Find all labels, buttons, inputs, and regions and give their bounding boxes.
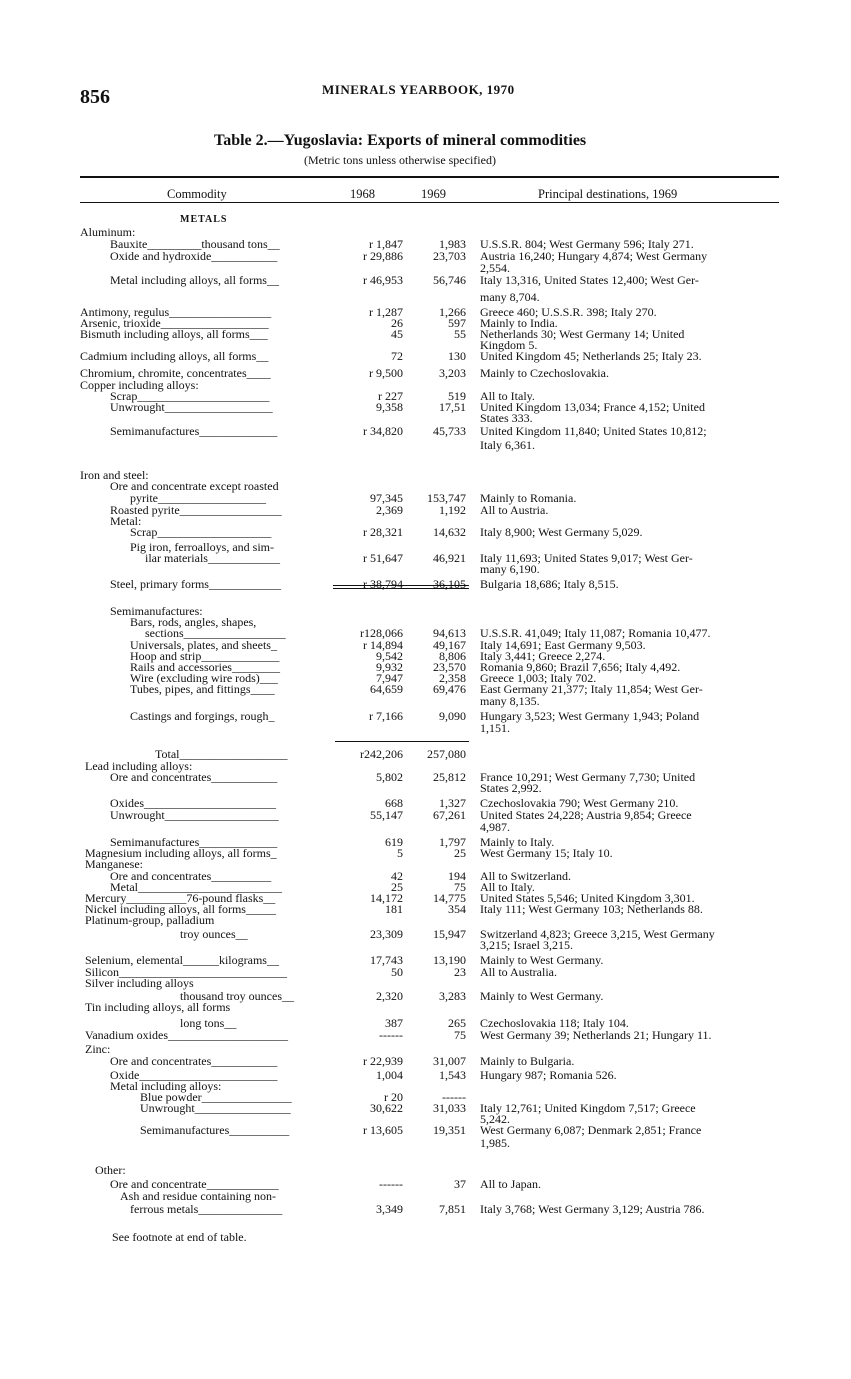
value-1968-cell: 7,947	[376, 671, 403, 685]
commodity-cell: Metal including alloys, all forms__	[110, 273, 279, 287]
commodity-cell: Semimanufactures__________	[140, 1123, 290, 1137]
destinations-cell: Mainly to West Germany.	[480, 989, 604, 1003]
commodity-cell: Manganese:	[85, 857, 143, 871]
commodity-cell: Chromium, chromite, concentrates____	[80, 366, 271, 380]
double-rule-lower	[333, 588, 469, 589]
destinations-cell: France 10,291; West Germany 7,730; United	[480, 770, 696, 784]
destinations-cell: 1,985.	[480, 1136, 510, 1150]
commodity-cell: troy ounces__	[180, 927, 248, 941]
value-1969-cell: 14,632	[433, 525, 466, 539]
commodity-cell: Ash and residue containing non-	[120, 1189, 276, 1203]
destinations-cell: Hungary 3,523; West Germany 1,943; Poland	[480, 709, 700, 723]
destinations-cell: All to Japan.	[480, 1177, 541, 1191]
destinations-cell: All to Australia.	[480, 965, 557, 979]
commodity-cell: Semimanufactures:	[110, 604, 203, 618]
value-1968-cell: 72	[391, 349, 403, 363]
commodity-cell: Iron and steel:	[80, 468, 149, 482]
destinations-cell: Bulgaria 18,686; Italy 8,515.	[480, 577, 619, 591]
value-1968-cell: r 38,794	[363, 577, 403, 591]
destinations-cell: 2,554.	[480, 261, 510, 275]
commodity-cell: Oxide and hydroxide___________	[110, 249, 278, 263]
value-1968-cell: 2,320	[376, 989, 403, 1003]
destinations-cell: Kingdom 5.	[480, 338, 538, 352]
value-1969-cell: 69,476	[433, 682, 466, 696]
value-1968-cell: r 28,321	[363, 525, 403, 539]
value-1968-cell: 25	[391, 880, 403, 894]
destinations-cell: United Kingdom 11,840; United States 10,812;	[480, 424, 707, 438]
value-1969-cell: 1,797	[439, 835, 466, 849]
column-header-1968: 1968	[350, 187, 375, 201]
value-1969-cell: 31,033	[433, 1101, 466, 1115]
value-1968-cell: 9,932	[376, 660, 403, 674]
value-1969-cell: 1,327	[439, 796, 466, 810]
value-1969-cell: 3,283	[439, 989, 466, 1003]
destinations-cell: United Kingdom 13,034; France 4,152; United	[480, 400, 705, 414]
value-1969-cell: 49,167	[433, 638, 466, 652]
commodity-cell: Metal________________________	[110, 880, 282, 894]
table-row	[80, 1030, 800, 1044]
commodity-cell: Tubes, pipes, and fittings____	[130, 682, 275, 696]
destinations-cell: Italy 12,761; United Kingdom 7,517; Greece	[480, 1101, 696, 1115]
column-header-1969: 1969	[421, 187, 446, 201]
column-header-commodity: Commodity	[167, 187, 227, 201]
destinations-cell: Greece 1,003; Italy 702.	[480, 671, 597, 685]
destinations-cell: Italy 3,768; West Germany 3,129; Austria 786.	[480, 1202, 705, 1216]
value-1969-cell: 1,983	[439, 237, 466, 251]
value-1968-cell: 9,542	[376, 649, 403, 663]
commodity-cell: Tin including alloys, all forms	[85, 1000, 231, 1014]
value-1969-cell: 7,851	[439, 1202, 466, 1216]
value-1968-cell: 23,309	[370, 927, 403, 941]
value-1968-cell: r 1,847	[369, 237, 403, 251]
table-body	[80, 227, 800, 1215]
value-1968-cell: 26	[391, 316, 403, 330]
commodity-cell: Aluminum:	[80, 225, 136, 239]
commodity-cell: Ore and concentrates__________	[110, 869, 272, 883]
destinations-cell: 5,242.	[480, 1112, 510, 1126]
destinations-cell: Hungary 987; Romania 526.	[480, 1068, 617, 1082]
value-1968-cell: 30,622	[370, 1101, 403, 1115]
value-1968-cell: 97,345	[370, 491, 403, 505]
destinations-cell: 4,987.	[480, 820, 510, 834]
commodity-cell: long tons__	[180, 1016, 237, 1030]
value-1969-cell: 46,921	[433, 551, 466, 565]
value-1969-cell: 37	[454, 1177, 466, 1191]
footnote: See footnote at end of table.	[112, 1230, 247, 1244]
commodity-cell: Unwrought__________________	[110, 400, 273, 414]
value-1968-cell: r 29,886	[363, 249, 403, 263]
value-1969-cell: 94,613	[433, 626, 466, 640]
value-1968-cell: 619	[385, 835, 403, 849]
value-1969-cell: 1,543	[439, 1068, 466, 1082]
destinations-cell: Italy 6,361.	[480, 438, 535, 452]
value-1969-cell: 130	[448, 349, 466, 363]
value-1968-cell: r 7,166	[369, 709, 403, 723]
table-row	[80, 275, 800, 292]
destinations-cell: Romania 9,860; Brazil 7,656; Italy 4,492.	[480, 660, 681, 674]
table-row	[80, 1125, 800, 1138]
commodity-cell: Hoop and strip_____________	[130, 649, 280, 663]
table-row	[80, 329, 800, 340]
commodity-cell: Silver including alloys	[85, 976, 194, 990]
destinations-cell: Czechoslovakia 118; Italy 104.	[480, 1016, 629, 1030]
value-1969-cell: 1,266	[439, 305, 466, 319]
destinations-cell: Italy 14,691; East Germany 9,503.	[480, 638, 646, 652]
commodity-cell: Metal:	[110, 514, 142, 528]
table-row	[80, 772, 800, 783]
commodity-cell: Scrap______________________	[110, 389, 270, 403]
commodity-cell: Semimanufactures_____________	[110, 424, 278, 438]
destinations-cell: West Germany 39; Netherlands 21; Hungary 11.	[480, 1028, 712, 1042]
commodity-cell: Bars, rods, angles, shapes,	[130, 615, 257, 629]
column-header-destinations: Principal destinations, 1969	[538, 187, 678, 201]
commodity-cell: Rails and accessories________	[130, 660, 280, 674]
commodity-cell: sections_________________	[145, 626, 286, 640]
value-1969-cell: 3,203	[439, 366, 466, 380]
destinations-cell: Austria 16,240; Hungary 4,874; West Germany	[480, 249, 708, 263]
value-1968-cell: 668	[385, 796, 403, 810]
table-subtitle: (Metric tons unless otherwise specified)	[304, 153, 496, 167]
commodity-cell: Semimanufactures_____________	[110, 835, 278, 849]
commodity-cell: Ore and concentrates___________	[110, 1054, 278, 1068]
value-1968-cell: r 14,894	[363, 638, 403, 652]
value-1968-cell: ------	[379, 1177, 403, 1191]
destinations-cell: Greece 460; U.S.S.R. 398; Italy 270.	[480, 305, 657, 319]
commodity-cell: Selenium, elemental______kilograms__	[85, 953, 279, 967]
destinations-cell: U.S.S.R. 41,049; Italy 11,087; Romania 10,477.	[480, 626, 711, 640]
destinations-cell: 3,215; Israel 3,215.	[480, 938, 573, 952]
value-1969-cell: 67,261	[433, 808, 466, 822]
value-1969-cell: 23,703	[433, 249, 466, 263]
table-row	[80, 553, 800, 564]
commodity-cell: Lead including alloys:	[85, 759, 193, 773]
destinations-cell: Mainly to Bulgaria.	[480, 1054, 575, 1068]
destinations-cell: United Kingdom 45; Netherlands 25; Italy 23.	[480, 349, 702, 363]
destinations-cell: Mainly to Czechoslovakia.	[480, 366, 609, 380]
table-row	[80, 453, 800, 470]
commodity-cell: Cadmium including alloys, all forms__	[80, 349, 269, 363]
page-number: 856	[80, 86, 110, 108]
value-1968-cell: 181	[385, 902, 403, 916]
value-1969-cell: 19,351	[433, 1123, 466, 1137]
value-1969-cell: 31,007	[433, 1054, 466, 1068]
header-bottom-rule	[80, 202, 779, 203]
destinations-cell: United States 5,546; United Kingdom 3,301.	[480, 891, 695, 905]
commodity-cell: Oxides______________________	[110, 796, 276, 810]
commodity-cell: pyrite__________________	[130, 491, 266, 505]
destinations-cell: States 333.	[480, 411, 533, 425]
value-1968-cell: 64,659	[370, 682, 403, 696]
commodity-cell: Magnesium including alloys, all forms_	[85, 846, 277, 860]
commodity-cell: Scrap___________________	[130, 525, 272, 539]
value-1968-cell: 50	[391, 965, 403, 979]
table-row	[80, 251, 800, 263]
value-1969-cell: 25	[454, 846, 466, 860]
value-1969-cell: 194	[448, 869, 466, 883]
destinations-cell: Mainly to West Germany.	[480, 953, 604, 967]
commodity-cell: ferrous metals______________	[130, 1202, 283, 1216]
value-1969-cell: 9,090	[439, 709, 466, 723]
destinations-cell: All to Switzerland.	[480, 869, 571, 883]
value-1969-cell: 25,812	[433, 770, 466, 784]
value-1968-cell: 17,743	[370, 953, 403, 967]
value-1969-cell: 265	[448, 1016, 466, 1030]
value-1968-cell: ------	[379, 1028, 403, 1042]
commodity-cell: Ore and concentrate except roasted	[110, 479, 279, 493]
commodity-cell: Copper including alloys:	[80, 378, 199, 392]
commodity-cell: Zinc:	[85, 1042, 111, 1056]
commodity-cell: Pig iron, ferroalloys, and sim-	[130, 540, 274, 554]
table-row	[80, 426, 800, 440]
value-1968-cell: 45	[391, 327, 403, 341]
destinations-cell: Mainly to Italy.	[480, 835, 555, 849]
total-rule	[335, 741, 469, 742]
double-rule-upper	[333, 585, 469, 586]
value-1968-cell: r242,206	[360, 747, 403, 761]
value-1969-cell: 45,733	[433, 424, 466, 438]
value-1968-cell: 3,349	[376, 1202, 403, 1216]
value-1968-cell: 5,802	[376, 770, 403, 784]
value-1969-cell: 153,747	[427, 491, 466, 505]
value-1968-cell: r 46,953	[363, 273, 403, 287]
commodity-cell: Universals, plates, and sheets_	[130, 638, 277, 652]
value-1969-cell: 354	[448, 902, 466, 916]
commodity-cell: thousand troy ounces__	[180, 989, 294, 1003]
value-1968-cell: r128,066	[360, 626, 403, 640]
commodity-cell: Wire (excluding wire rods)___	[130, 671, 278, 685]
commodity-cell: Arsenic, trioxide__________________	[80, 316, 269, 330]
table-row	[80, 1138, 800, 1153]
value-1969-cell: 14,775	[433, 891, 466, 905]
destinations-cell: States 2,992.	[480, 781, 542, 795]
value-1968-cell: 14,172	[370, 891, 403, 905]
table-row	[80, 848, 800, 859]
value-1969-cell: 75	[454, 880, 466, 894]
table-row	[80, 402, 800, 413]
table-row	[80, 1153, 800, 1165]
destinations-cell: United States 24,228; Austria 9,854; Greece	[480, 808, 692, 822]
destinations-cell: All to Italy.	[480, 880, 535, 894]
value-1969-cell: 15,947	[433, 927, 466, 941]
destinations-cell: Mainly to India.	[480, 316, 558, 330]
commodity-cell: Unwrought________________	[140, 1101, 291, 1115]
commodity-cell: Vanadium oxides____________________	[85, 1028, 288, 1042]
commodity-cell: Ore and concentrate____________	[110, 1177, 279, 1191]
commodity-cell: Nickel including alloys, all forms_____	[85, 902, 276, 916]
commodity-cell: Oxide_______________________	[110, 1068, 278, 1082]
commodity-cell: Other:	[95, 1163, 126, 1177]
value-1968-cell: 387	[385, 1016, 403, 1030]
destinations-cell: Switzerland 4,823; Greece 3,215, West Germany	[480, 927, 715, 941]
table-row	[80, 711, 800, 723]
destinations-cell: West Germany 6,087; Denmark 2,851; France	[480, 1123, 702, 1137]
table-row	[80, 929, 800, 940]
value-1969-cell: 23	[454, 965, 466, 979]
commodity-cell: Ore and concentrates___________	[110, 770, 278, 784]
commodity-cell: Metal including alloys:	[110, 1079, 222, 1093]
value-1969-cell: 257,080	[427, 747, 466, 761]
value-1968-cell: 5	[397, 846, 403, 860]
table-row	[80, 723, 800, 735]
commodity-cell: Castings and forgings, rough_	[130, 709, 275, 723]
value-1968-cell: r 227	[378, 389, 403, 403]
commodity-cell: Platinum-group, palladium	[85, 913, 215, 927]
table-row	[80, 505, 800, 516]
value-1969-cell: 55	[454, 327, 466, 341]
destinations-cell: East Germany 21,377; Italy 11,854; West Ger-	[480, 682, 703, 696]
destinations-cell: All to Italy.	[480, 389, 535, 403]
destinations-cell: Italy 111; West Germany 103; Netherlands 88.	[480, 902, 703, 916]
destinations-cell: 1,151.	[480, 721, 510, 735]
table-row	[80, 684, 800, 696]
value-1969-cell: 597	[448, 316, 466, 330]
table-row	[80, 440, 800, 453]
value-1969-cell: 2,358	[439, 671, 466, 685]
table-row	[80, 1103, 800, 1114]
destinations-cell: many 6,190.	[480, 562, 540, 576]
destinations-cell: Italy 13,316, United States 12,400; West Ger-	[480, 273, 699, 287]
table-row	[80, 1204, 800, 1215]
value-1969-cell: 23,570	[433, 660, 466, 674]
destinations-cell: All to Austria.	[480, 503, 549, 517]
table-row	[80, 810, 800, 822]
destinations-cell: many 8,704.	[480, 290, 540, 304]
value-1968-cell: r 13,605	[363, 1123, 403, 1137]
value-1969-cell: ------	[442, 1090, 466, 1104]
commodity-cell: Total__________________	[155, 747, 288, 761]
value-1969-cell: 17,51	[439, 400, 466, 414]
commodity-cell: Mercury__________76-pound flasks__	[85, 891, 276, 905]
commodity-cell: Bismuth including alloys, all forms___	[80, 327, 268, 341]
value-1968-cell: r 1,287	[369, 305, 403, 319]
value-1969-cell: 75	[454, 1028, 466, 1042]
commodity-cell: Unwrought___________________	[110, 808, 279, 822]
destinations-cell: many 8,135.	[480, 694, 540, 708]
value-1968-cell: r 51,647	[363, 551, 403, 565]
value-1969-cell: 13,190	[433, 953, 466, 967]
destinations-cell: U.S.S.R. 804; West Germany 596; Italy 271.	[480, 237, 694, 251]
destinations-cell: Italy 8,900; West Germany 5,029.	[480, 525, 643, 539]
value-1968-cell: r 34,820	[363, 424, 403, 438]
value-1969-cell: 1,192	[439, 503, 466, 517]
commodity-cell: Roasted pyrite_________________	[110, 503, 282, 517]
commodity-cell: ilar materials____________	[145, 551, 280, 565]
destinations-cell: West Germany 15; Italy 10.	[480, 846, 613, 860]
value-1969-cell: 36,105	[433, 577, 466, 591]
value-1968-cell: 2,369	[376, 503, 403, 517]
destinations-cell: Czechoslovakia 790; West Germany 210.	[480, 796, 679, 810]
header-top-rule	[80, 176, 779, 178]
commodity-cell: Steel, primary forms____________	[110, 577, 281, 591]
destinations-cell: Mainly to Romania.	[480, 491, 577, 505]
value-1969-cell: 8,806	[439, 649, 466, 663]
section-label-metals: METALS	[180, 214, 228, 225]
destinations-cell: Netherlands 30; West Germany 14; United	[480, 327, 685, 341]
table-title: Table 2.—Yugoslavia: Exports of mineral commodities	[214, 132, 587, 149]
commodity-cell: Silicon____________________________	[85, 965, 288, 979]
value-1968-cell: 55,147	[370, 808, 403, 822]
value-1968-cell: r 9,500	[369, 366, 403, 380]
destinations-cell: Italy 11,693; United States 9,017; West Ger-	[480, 551, 693, 565]
commodity-cell: Bauxite_________thousand tons__	[110, 237, 280, 251]
value-1968-cell: r 22,939	[363, 1054, 403, 1068]
value-1968-cell: r 20	[384, 1090, 403, 1104]
value-1968-cell: 1,004	[376, 1068, 403, 1082]
value-1968-cell: 42	[391, 869, 403, 883]
value-1969-cell: 519	[448, 389, 466, 403]
value-1968-cell: 9,358	[376, 400, 403, 414]
running-head: MINERALS YEARBOOK, 1970	[322, 82, 515, 97]
commodity-cell: Antimony, regulus_________________	[80, 305, 272, 319]
value-1969-cell: 56,746	[433, 273, 466, 287]
commodity-cell: Blue powder_______________	[140, 1090, 292, 1104]
destinations-cell: Italy 3,441; Greece 2,274.	[480, 649, 606, 663]
